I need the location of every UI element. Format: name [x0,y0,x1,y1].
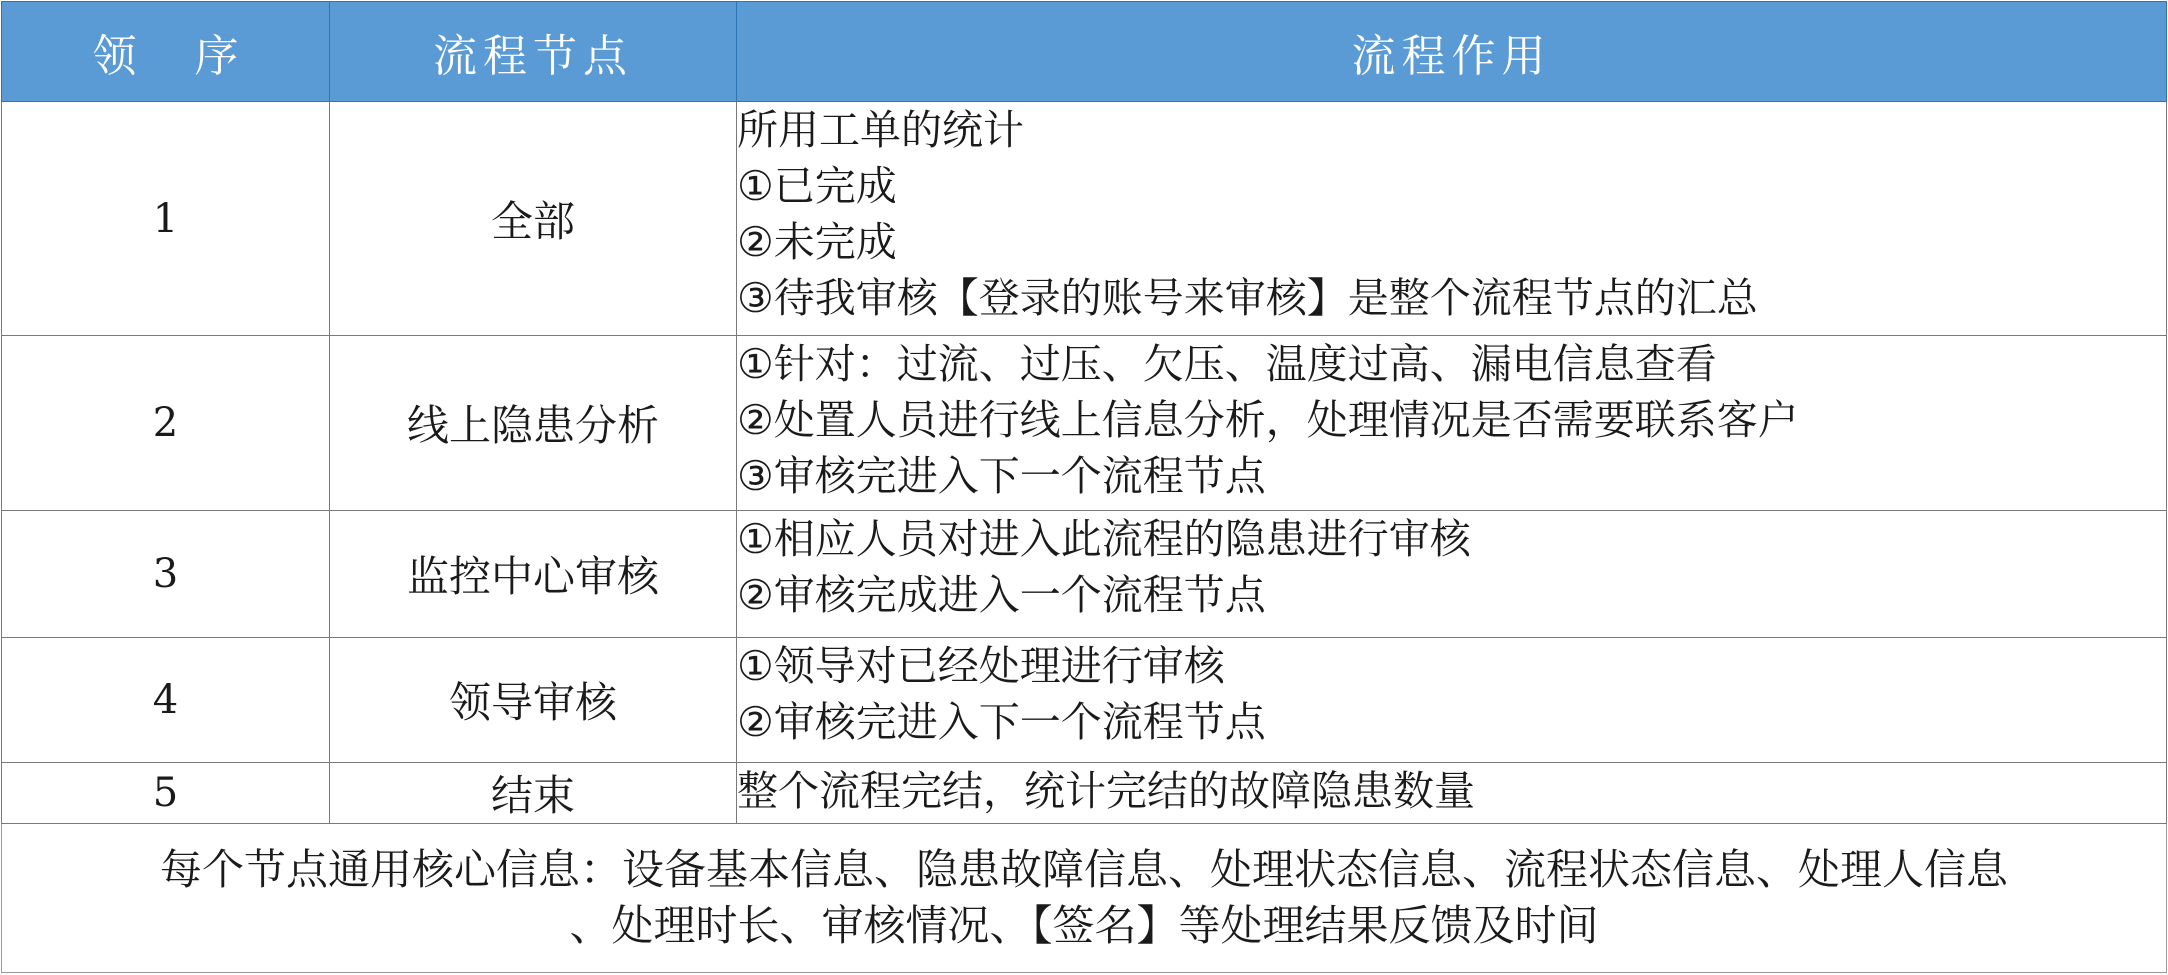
role-line: ③待我审核【登录的账号来审核】是整个流程节点的汇总 [737,274,1758,322]
role-line: 整个流程完结，统计完结的故障隐患数量 [737,767,1475,815]
row-role [737,102,2167,336]
header-seq: 领 序 [2,2,330,102]
row-role [737,511,2167,638]
row-seq: 4 [2,638,330,763]
role-line: ①已完成 [737,162,897,210]
role-line: ②审核完成进入一个流程节点 [737,571,1266,619]
role-line: ③审核完进入下一个流程节点 [737,452,1266,500]
row-role [737,763,2167,824]
row-seq: 3 [2,511,330,638]
table-row [2,638,2167,763]
row-seq: 2 [2,336,330,511]
table-footer-row [2,824,2167,973]
role-line: ①领导对已经处理进行审核 [737,642,1225,690]
row-node: 全部 [330,102,737,336]
process-table [1,1,2167,973]
table-header-row [2,2,2167,102]
table-row [2,336,2167,511]
row-node: 结束 [330,763,737,824]
role-line: ①针对：过流、过压、欠压、温度过高、漏电信息查看 [737,340,1717,388]
role-line: 所用工单的统计 [737,106,1024,154]
row-role [737,638,2167,763]
footer-line: 、处理时长、审核情况、【签名】等处理结果反馈及时间 [569,901,1599,950]
row-seq: 5 [2,763,330,824]
row-node: 线上隐患分析 [330,336,737,511]
footer-line: 每个节点通用核心信息：设备基本信息、隐患故障信息、处理状态信息、流程状态信息、处理人信息 [159,845,2008,894]
role-line: ①相应人员对进入此流程的隐患进行审核 [737,515,1471,563]
row-node: 监控中心审核 [330,511,737,638]
header-role: 流程作用 [737,2,2167,102]
header-node: 流程节点 [330,2,737,102]
row-role [737,336,2167,511]
role-line: ②处置人员进行线上信息分析，处理情况是否需要联系客户 [737,396,1799,444]
role-line: ②未完成 [737,218,897,266]
table-row [2,102,2167,336]
table-row [2,763,2167,824]
row-node: 领导审核 [330,638,737,763]
row-seq: 1 [2,102,330,336]
role-line: ②审核完进入下一个流程节点 [737,698,1266,746]
footer-note [2,824,2167,973]
table-row [2,511,2167,638]
